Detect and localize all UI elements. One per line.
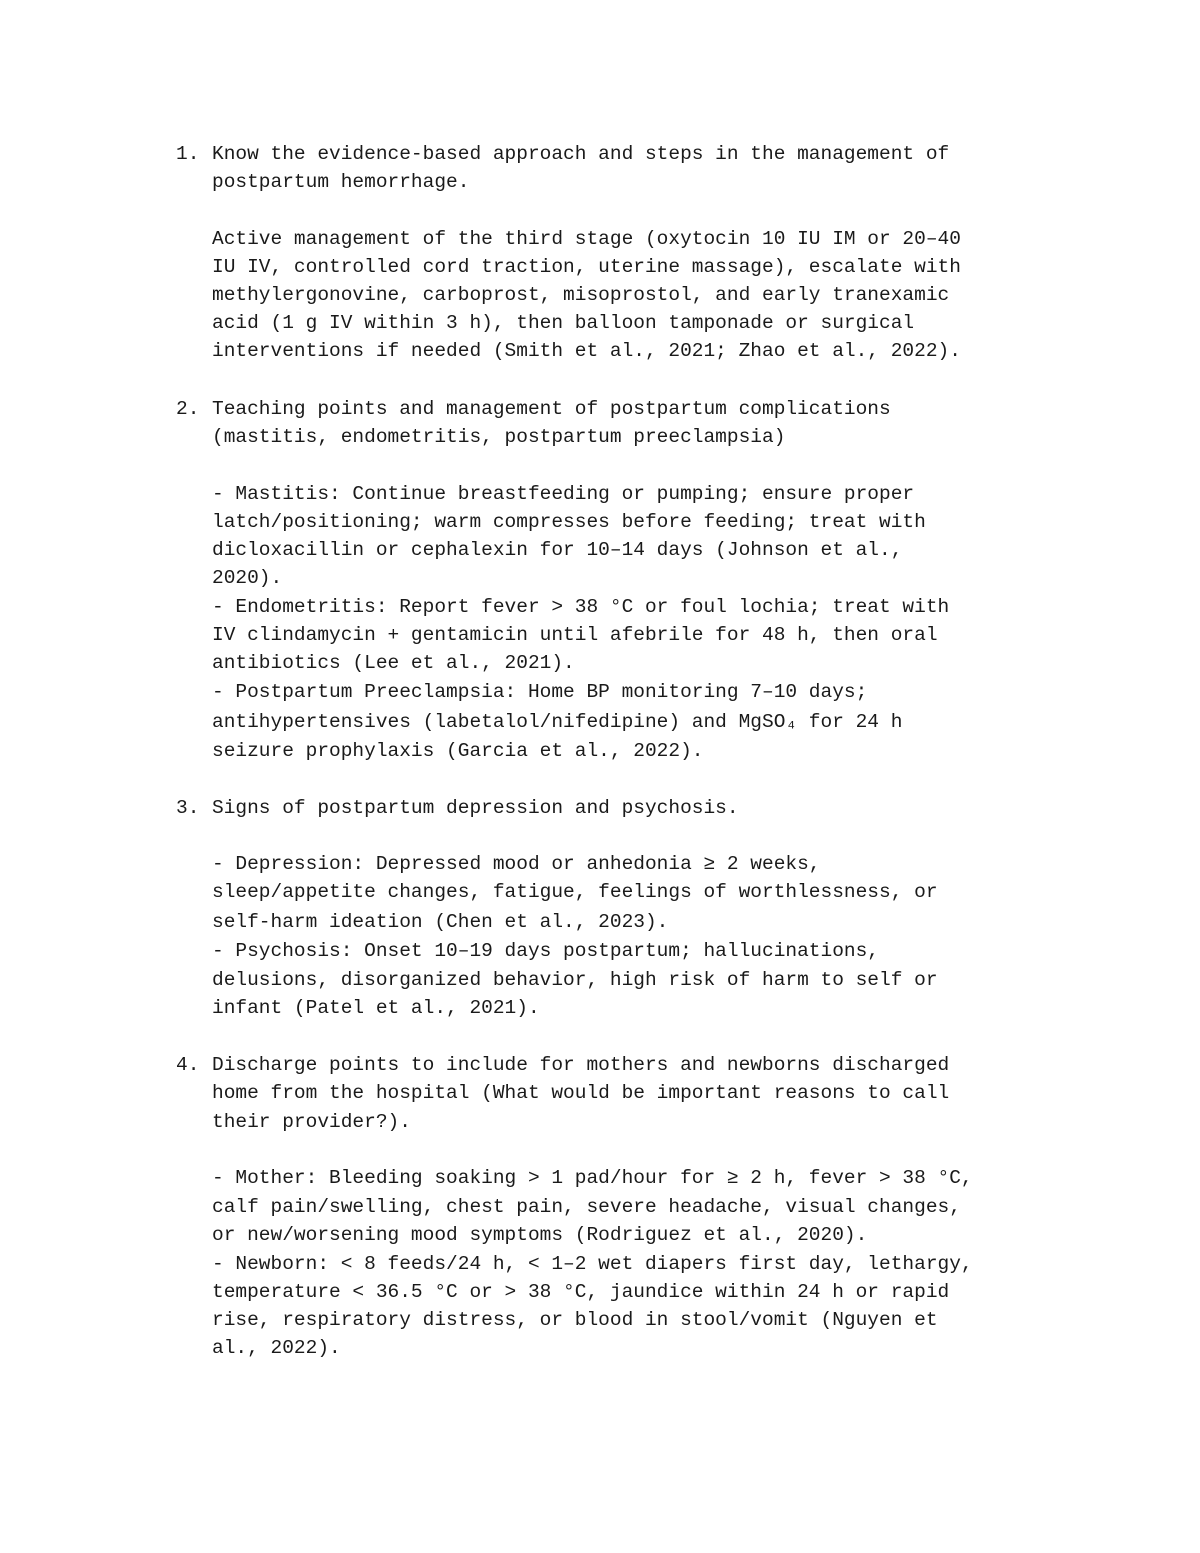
item-body-line: - Depression: Depressed mood or anhedonia ≥ 2 weeks, xyxy=(212,853,821,875)
item-body-line: 2020). xyxy=(212,567,283,589)
item-heading-line: Teaching points and management of postpartum complications xyxy=(212,398,891,420)
item-body-line: antibiotics (Lee et al., 2021). xyxy=(212,652,575,674)
item-body-line: delusions, disorganized behavior, high risk of harm to self or xyxy=(212,969,938,991)
item-number: 1. xyxy=(176,143,200,165)
item-number: 2. xyxy=(176,398,200,420)
item-body-line: - Psychosis: Onset 10–19 days postpartum; hallucinations, xyxy=(212,940,880,962)
item-body-line: - Endometritis: Report fever > 38 °C or foul lochia; treat with xyxy=(212,596,950,618)
item-heading-line: (mastitis, endometritis, postpartum preeclampsia) xyxy=(212,426,786,448)
item-body-line: al., 2022). xyxy=(212,1337,341,1359)
item-heading-line: Know the evidence-based approach and steps in the management of xyxy=(212,143,950,165)
item-heading-line: their provider?). xyxy=(212,1111,411,1133)
item-body-line: acid (1 g IV within 3 h), then balloon tamponade or surgical xyxy=(212,312,915,334)
item-body-line: sleep/appetite changes, fatigue, feelings of worthlessness, or xyxy=(212,881,938,903)
item-body-line: infant (Patel et al., 2021). xyxy=(212,997,540,1019)
item-body-line: dicloxacillin or cephalexin for 10–14 days (Johnson et al., xyxy=(212,539,903,561)
item-body-line: Active management of the third stage (oxytocin 10 IU IM or 20–40 xyxy=(212,228,961,250)
item-body-line: rise, respiratory distress, or blood in stool/vomit (Nguyen et xyxy=(212,1309,938,1331)
item-body-line: interventions if needed (Smith et al., 2021; Zhao et al., 2022). xyxy=(212,340,961,362)
item-heading-line: Discharge points to include for mothers and newborns discharged xyxy=(212,1054,950,1076)
item-body-line: seizure prophylaxis (Garcia et al., 2022). xyxy=(212,740,704,762)
item-body-line: - Postpartum Preeclampsia: Home BP monitoring 7–10 days; xyxy=(212,681,868,703)
item-body-line: temperature < 36.5 °C or > 38 °C, jaundice within 24 h or rapid xyxy=(212,1281,950,1303)
item-heading-line: home from the hospital (What would be important reasons to call xyxy=(212,1082,950,1104)
item-body-line: - Mother: Bleeding soaking > 1 pad/hour for ≥ 2 h, fever > 38 °C, xyxy=(212,1167,973,1189)
item-body-line: - Mastitis: Continue breastfeeding or pumping; ensure proper xyxy=(212,483,915,505)
item-body-line: methylergonovine, carboprost, misoprostol, and early tranexamic xyxy=(212,284,950,306)
item-body-line: latch/positioning; warm compresses before feeding; treat with xyxy=(212,511,926,533)
item-body-line: - Newborn: < 8 feeds/24 h, < 1–2 wet diapers first day, lethargy, xyxy=(212,1253,973,1275)
item-heading-line: postpartum hemorrhage. xyxy=(212,171,470,193)
item-body-line: IV clindamycin + gentamicin until afebrile for 48 h, then oral xyxy=(212,624,938,646)
item-number: 3. xyxy=(176,797,200,819)
item-body-line: IU IV, controlled cord traction, uterine massage), escalate with xyxy=(212,256,961,278)
item-body-line: or new/worsening mood symptoms (Rodriguez et al., 2020). xyxy=(212,1224,868,1246)
item-body-line: calf pain/swelling, chest pain, severe headache, visual changes, xyxy=(212,1196,961,1218)
item-number: 4. xyxy=(176,1054,200,1076)
item-body-line: antihypertensives (labetalol/nifedipine) and MgSO₄ for 24 h xyxy=(212,711,903,733)
item-heading-line: Signs of postpartum depression and psychosis. xyxy=(212,797,739,819)
item-body-line: self-harm ideation (Chen et al., 2023). xyxy=(212,911,669,933)
